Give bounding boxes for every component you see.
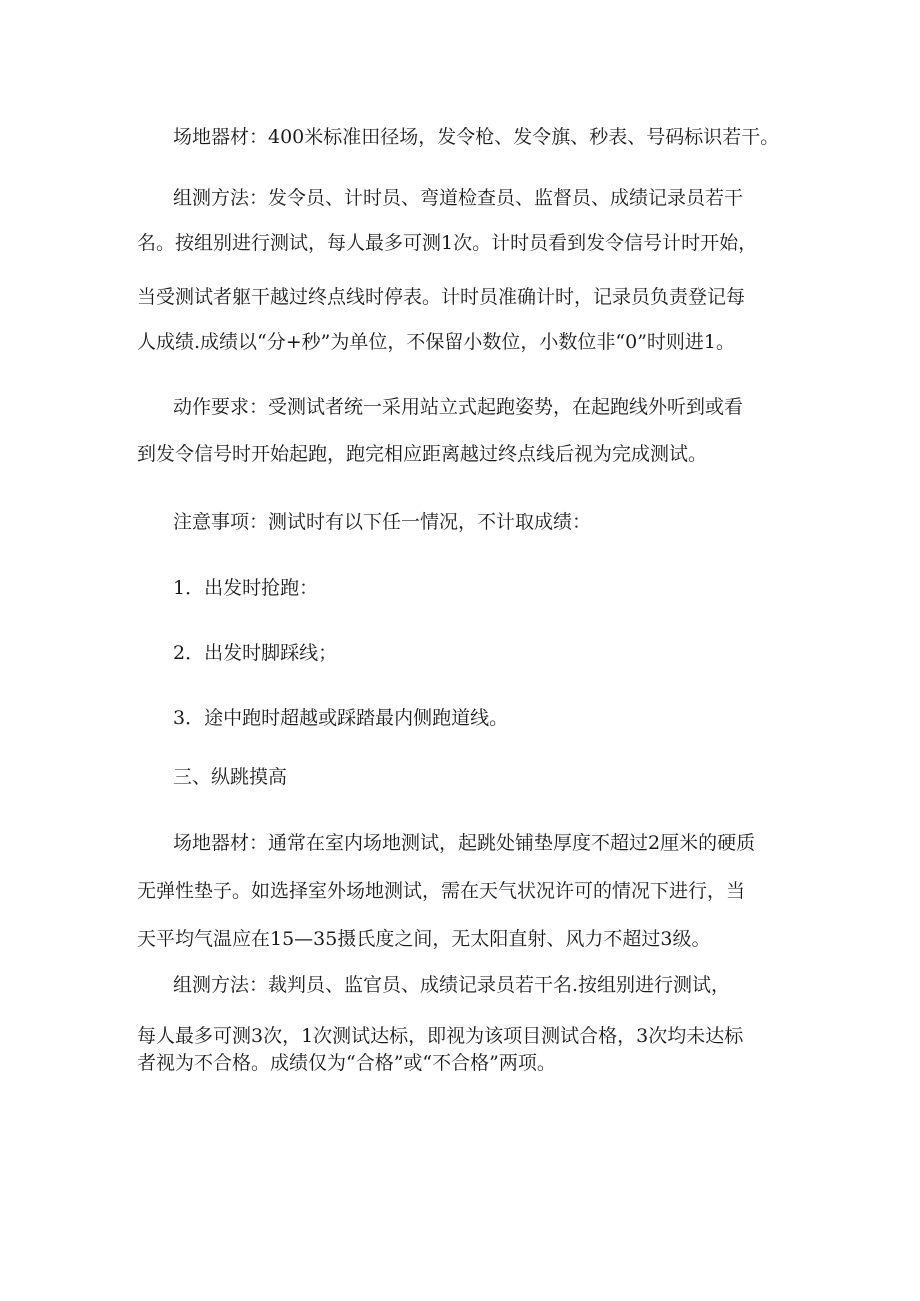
text-line-notes-heading: 注意事项：测试时有以下任一情况，不计取成绩：	[173, 511, 592, 533]
text-line-method-4: 人成绩.成绩以“分+秒”为单位，不保留小数位，小数位非“0”时则进1。	[137, 331, 735, 353]
text-line-equipment-1: 场地器材：400米标准田径场，发令枪、发令旗、秒表、号码标识若干。	[173, 126, 780, 148]
list-item-2: 2．出发时脚踩线；	[173, 642, 338, 664]
text-line-jump-method-3: 者视为不合格。成绩仅为“合格”或“不合格”两项。	[137, 1052, 556, 1074]
section-heading: 三、纵跳摸高	[173, 766, 288, 788]
list-item-3: 3．途中跑时超越或踩踏最内侧跑道线。	[173, 707, 509, 729]
text-line-method-3: 当受测试者躯干越过终点线时停表。计时员准确计时，记录员负责登记每	[137, 286, 746, 308]
text-line-jump-equipment-3: 天平均气温应在15—35摄氏度之间，无太阳直射、风力不超过3级。	[137, 928, 711, 950]
text-line-jump-equipment-2: 无弹性垫子。如选择室外场地测试，需在天气状况许可的情况下进行，当	[137, 880, 746, 902]
list-item-1: 1．出发时抢跑：	[173, 577, 319, 599]
text-line-method-2: 名。按组别进行测试，每人最多可测1次。计时员看到发令信号计时开始，	[137, 232, 758, 254]
text-line-jump-equipment-1: 场地器材：通常在室内场地测试，起跳处铺垫厚度不超过2厘米的硬质	[173, 832, 756, 854]
text-line-action-1: 动作要求：受测试者统一采用站立式起跑姿势，在起跑线外听到或看	[173, 396, 744, 418]
text-line-action-2: 到发令信号时开始起跑，跑完相应距离越过终点线后视为完成测试。	[137, 443, 708, 465]
text-line-jump-method-2: 每人最多可测3次，1次测试达标，即视为该项目测试合格，3次均未达标	[137, 1025, 744, 1047]
text-line-method-1: 组测方法：发令员、计时员、弯道检查员、监督员、成绩记录员若干	[173, 187, 744, 209]
text-line-jump-method-1: 组测方法：裁判员、监官员、成绩记录员若干名.按组别进行测试，	[173, 974, 731, 996]
